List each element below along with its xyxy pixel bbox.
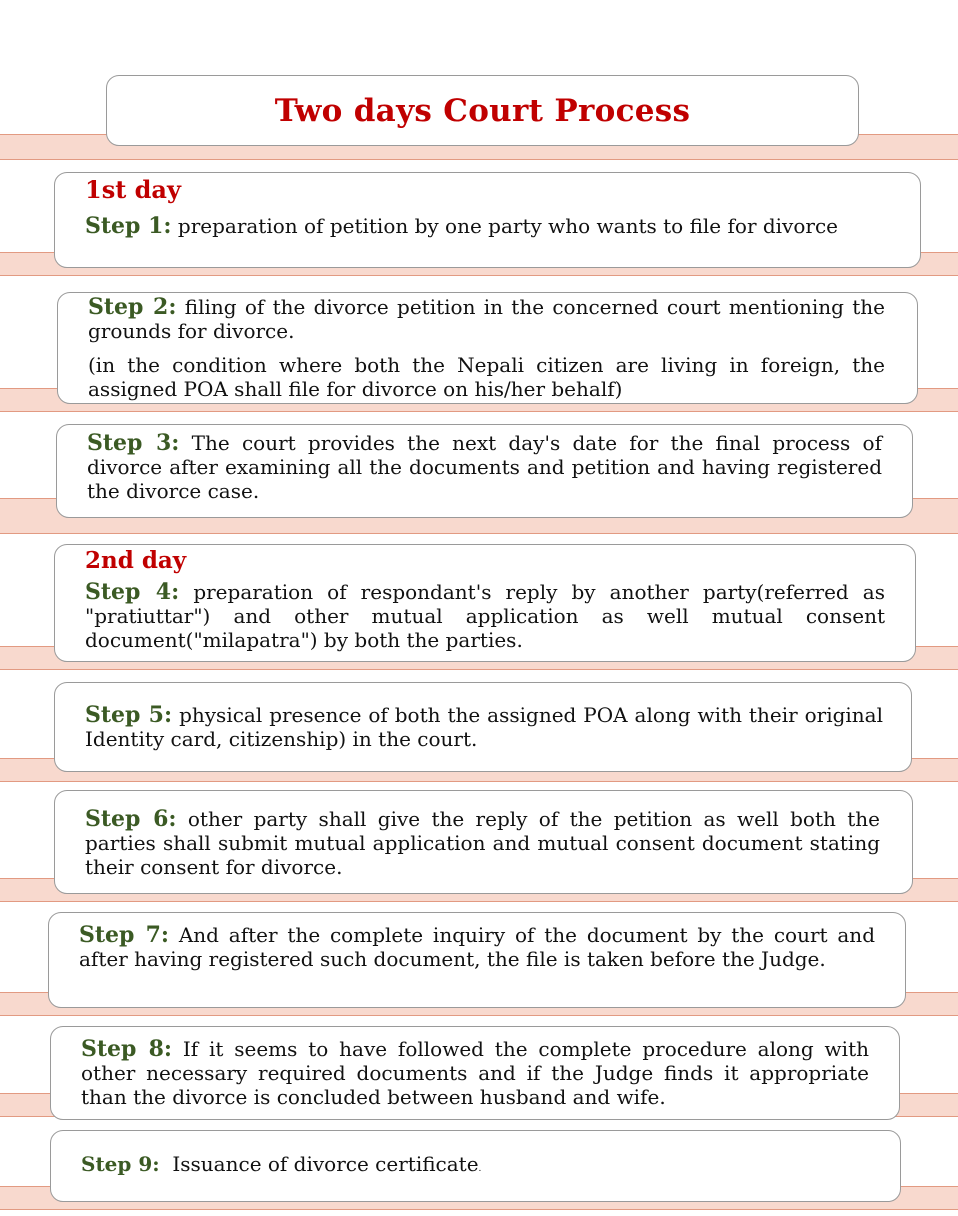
step-3-text: The court provides the next day's date for the final process of divorce after examining all the documents and petition and having registered the divorce case. (87, 431, 882, 503)
step-9-text-block (81, 1152, 870, 1181)
step-9-label: Step 9: (81, 1152, 160, 1176)
step-2-text: filing of the divorce petition in the concerned court mentioning the grounds for divorce. (88, 295, 886, 343)
step-5-text-block (85, 703, 883, 751)
step-6-label: Step 6: (85, 806, 177, 832)
step-4-text: preparation of respondant's reply by another party(referred as "pratiuttar") and other mutual application as well mutual consent document("milapatra") by both the parties. (85, 580, 885, 652)
step-3-card (56, 424, 913, 518)
step-2-text-block (88, 295, 885, 343)
step-5-card (54, 682, 912, 772)
step-7-text-block (79, 923, 875, 971)
step-4-card (54, 544, 916, 662)
step-6-card (54, 790, 913, 894)
step-5-label: Step 5: (85, 702, 173, 728)
step-8-text: If it seems to have followed the complete procedure along with other necessary required documents and if the Judge finds it appropriate than the divorce is concluded between husband and wife. (81, 1037, 869, 1109)
day-1-heading: 1st day (85, 175, 181, 204)
day-2-heading: 2nd day (85, 547, 187, 574)
step-7-card (48, 912, 906, 1008)
step-4-label: Step 4: (85, 579, 180, 605)
step-8-card (50, 1026, 900, 1120)
step-2-card (57, 292, 918, 404)
step-6-text-block (85, 807, 880, 879)
step-1-label: Step 1: (85, 213, 172, 239)
page-title: Two days Court Process (274, 92, 691, 129)
step-3-label: Step 3: (87, 430, 180, 456)
step-9-card (50, 1130, 901, 1202)
step-8-label: Step 8: (81, 1036, 172, 1062)
step-1-card (54, 172, 921, 268)
step-5-text: physical presence of both the assigned POA along with their original Identity card, citizenship) in the court. (85, 703, 883, 751)
step-4-text-block (85, 580, 885, 652)
step-9-text: Issuance of divorce certificate (172, 1152, 479, 1176)
step-7-label: Step 7: (79, 922, 169, 948)
step-9-trailing-period: . (478, 1164, 482, 1174)
step-6-text: other party shall give the reply of the petition as well both the parties shall submit mutual application and mutual consent document stating their consent for divorce. (85, 807, 880, 879)
step-8-text-block (81, 1037, 869, 1109)
step-2-note: (in the condition where both the Nepali citizen are living in foreign, the assigned POA shall file for divorce on his/her behalf) (88, 353, 885, 401)
step-1-text: preparation of petition by one party who wants to file for divorce (177, 214, 838, 238)
step-3-text-block (87, 431, 882, 503)
step-2-label: Step 2: (88, 294, 177, 320)
step-7-text: And after the complete inquiry of the document by the court and after having registered such document, the file is taken before the Judge. (79, 923, 875, 971)
step-1-text-block (85, 214, 890, 238)
title-card (106, 75, 859, 146)
